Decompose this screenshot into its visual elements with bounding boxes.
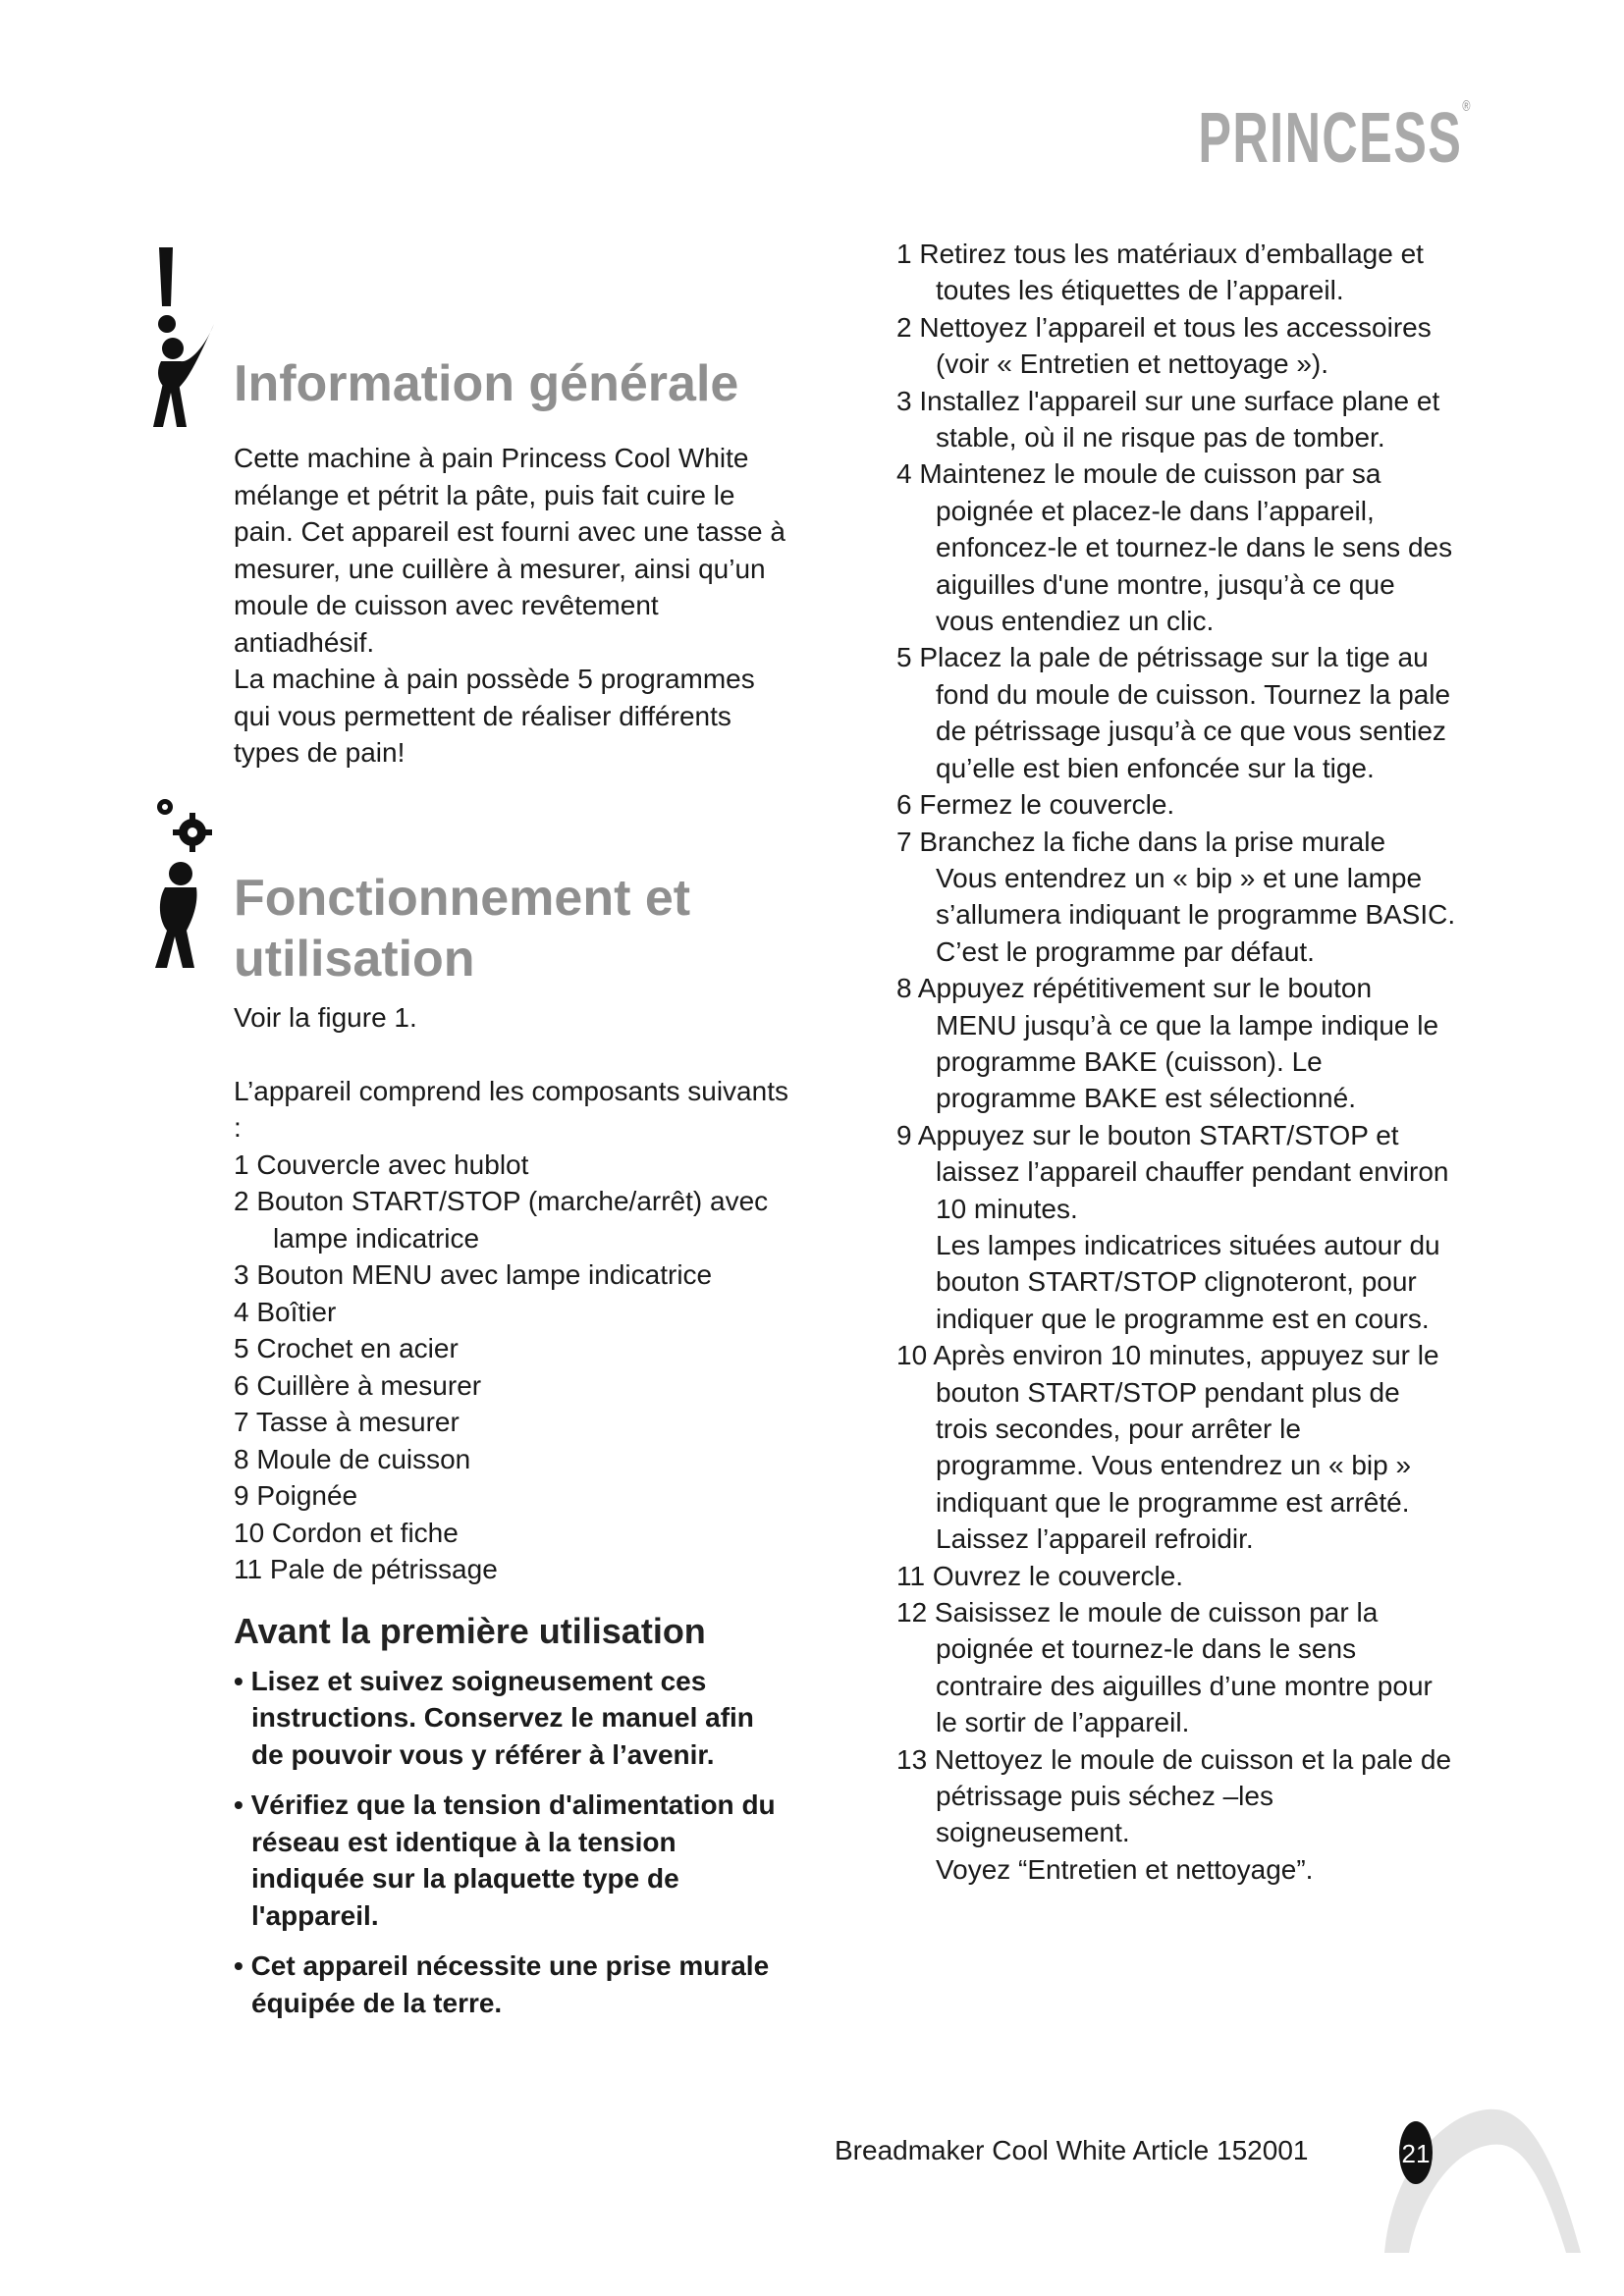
steps-list [896, 236, 1456, 1888]
step-text: 9 Appuyez sur le bouton START/STOP et laissez l’appareil chauffer pendant environ 10 minutes. [896, 1119, 1449, 1224]
list-item [896, 1117, 1456, 1337]
step-text: 10 Après environ 10 minutes, appuyez sur le bouton START/STOP pendant plus de trois secondes, pour arrêter le programme. Vous entendrez un « bip » indiquant que le programme est arrêté. [896, 1340, 1439, 1518]
list-item: 10 Cordon et fiche [234, 1517, 459, 1548]
components-intro: L’appareil comprend les composants suivants : [234, 1075, 788, 1143]
left-column [234, 353, 793, 2035]
list-item: 8 Appuyez répétitivement sur le bouton MENU jusqu’à ce que la lampe indique le programme BAKE (cuisson). Le programme BAKE est sélectionné. [896, 973, 1439, 1114]
list-item: 2 Nettoyez l’appareil et tous les accessoires (voir « Entretien et nettoyage »). [896, 311, 1432, 380]
list-item: 6 Fermez le couvercle. [896, 789, 1175, 821]
list-item: 3 Bouton MENU avec lampe indicatrice [234, 1259, 713, 1290]
list-item: • Vérifiez que la tension d'alimentation du réseau est identique à la tension indiquée sur la plaquette type de l'appareil. [234, 1789, 776, 1931]
step-extra: Voyez “Entretien et nettoyage”. [936, 1853, 1314, 1885]
page-number: 21 [1401, 2139, 1431, 2168]
footer-text: Breadmaker Cool White Article 152001 [835, 2135, 1309, 2165]
list-item [896, 1741, 1456, 1889]
brand-name: PRINCESS [1198, 99, 1463, 178]
registered-mark: ® [1462, 98, 1472, 115]
list-item: 5 Placez la pale de pétrissage sur la tige au fond du moule de cuisson. Tournez la pale de pétrissage jusqu’à ce que vous sentiez qu’elle est bien enfoncée sur la tige. [896, 642, 1451, 783]
list-item: 1 Couvercle avec hublot [234, 1148, 529, 1180]
list-item: • Cet appareil nécessite une prise murale équipée de la terre. [234, 1950, 770, 2018]
list-item: 3 Installez l'appareil sur une surface plane et stable, où il ne risque pas de tomber. [896, 385, 1440, 454]
step-extra: Vous entendrez un « bip » et une lampe s’allumera indiquant le programme BASIC. C’est le programme par défaut. [936, 862, 1456, 967]
section-title-line2: utilisation [234, 930, 475, 988]
list-item: 7 Tasse à mesurer [234, 1407, 460, 1437]
list-item: 8 Moule de cuisson [234, 1443, 471, 1474]
step-text: 13 Nettoyez le moule de cuisson et la pale de pétrissage puis séchez –les soigneusement. [896, 1743, 1452, 1848]
step-text: 7 Branchez la fiche dans la prise murale [896, 826, 1386, 857]
list-item: 4 Maintenez le moule de cuisson par sa poignée et placez-le dans l’appareil, enfoncez-le et tournez-le dans le sens des aiguilles d'une montre, jusqu’à ce que vous entendiez un clic. [896, 458, 1453, 637]
warning-figure-icon [145, 245, 224, 432]
step-extra: Les lampes indicatrices situées autour du bouton START/STOP clignoteront, pour indiquer que le programme est en cours. [936, 1229, 1440, 1334]
list-item [896, 824, 1456, 971]
list-item: 6 Cuillère à mesurer [234, 1369, 482, 1401]
section-title-line1: Fonctionnement et [234, 869, 691, 927]
right-column [896, 236, 1456, 1888]
list-item: 9 Poignée [234, 1480, 358, 1511]
list-item [896, 1337, 1456, 1557]
before-use-title: Avant la première utilisation [234, 1610, 706, 1651]
list-item: 11 Ouvrez le couvercle. [896, 1560, 1184, 1591]
programs-paragraph: La machine à pain possède 5 programmes qui vous permettent de réaliser différents types de pain! [234, 664, 755, 768]
list-item: • Lisez et suivez soigneusement ces instructions. Conservez le manuel afin de pouvoir vous y référer à l’avenir. [234, 1665, 754, 1770]
list-item: 4 Boîtier [234, 1296, 337, 1327]
step-extra: Laissez l’appareil refroidir. [936, 1523, 1254, 1555]
section-title-information: Information générale [234, 355, 739, 412]
see-figure-text: Voir la figure 1. [234, 1001, 417, 1033]
intro-paragraph: Cette machine à pain Princess Cool White mélange et pétrit la pâte, puis fait cuire le pain. Cet appareil est fourni avec une tasse à mesurer, une cuillère à mesurer, ainsi qu’un moule de cuisson avec revêtement antiadhésif. [234, 443, 785, 658]
gears-figure-icon [147, 793, 236, 970]
list-item: 11 Pale de pétrissage [234, 1554, 498, 1584]
list-item: 5 Crochet en acier [234, 1333, 459, 1363]
list-item: 2 Bouton START/STOP (marche/arrêt) avec lampe indicatrice [234, 1186, 769, 1254]
brand-logo [1198, 98, 1472, 179]
list-item: 1 Retirez tous les matériaux d’emballage et toutes les étiquettes de l’appareil. [896, 239, 1424, 306]
page-number-arc [1355, 2091, 1591, 2258]
section-title-operation [234, 868, 793, 989]
list-item: 12 Saisissez le moule de cuisson par la poignée et tournez-le dans le sens contraire des aiguilles d’une montre pour le sortir de l’appareil. [896, 1597, 1433, 1738]
components-list [234, 1147, 793, 1588]
before-use-list [234, 1663, 793, 2022]
